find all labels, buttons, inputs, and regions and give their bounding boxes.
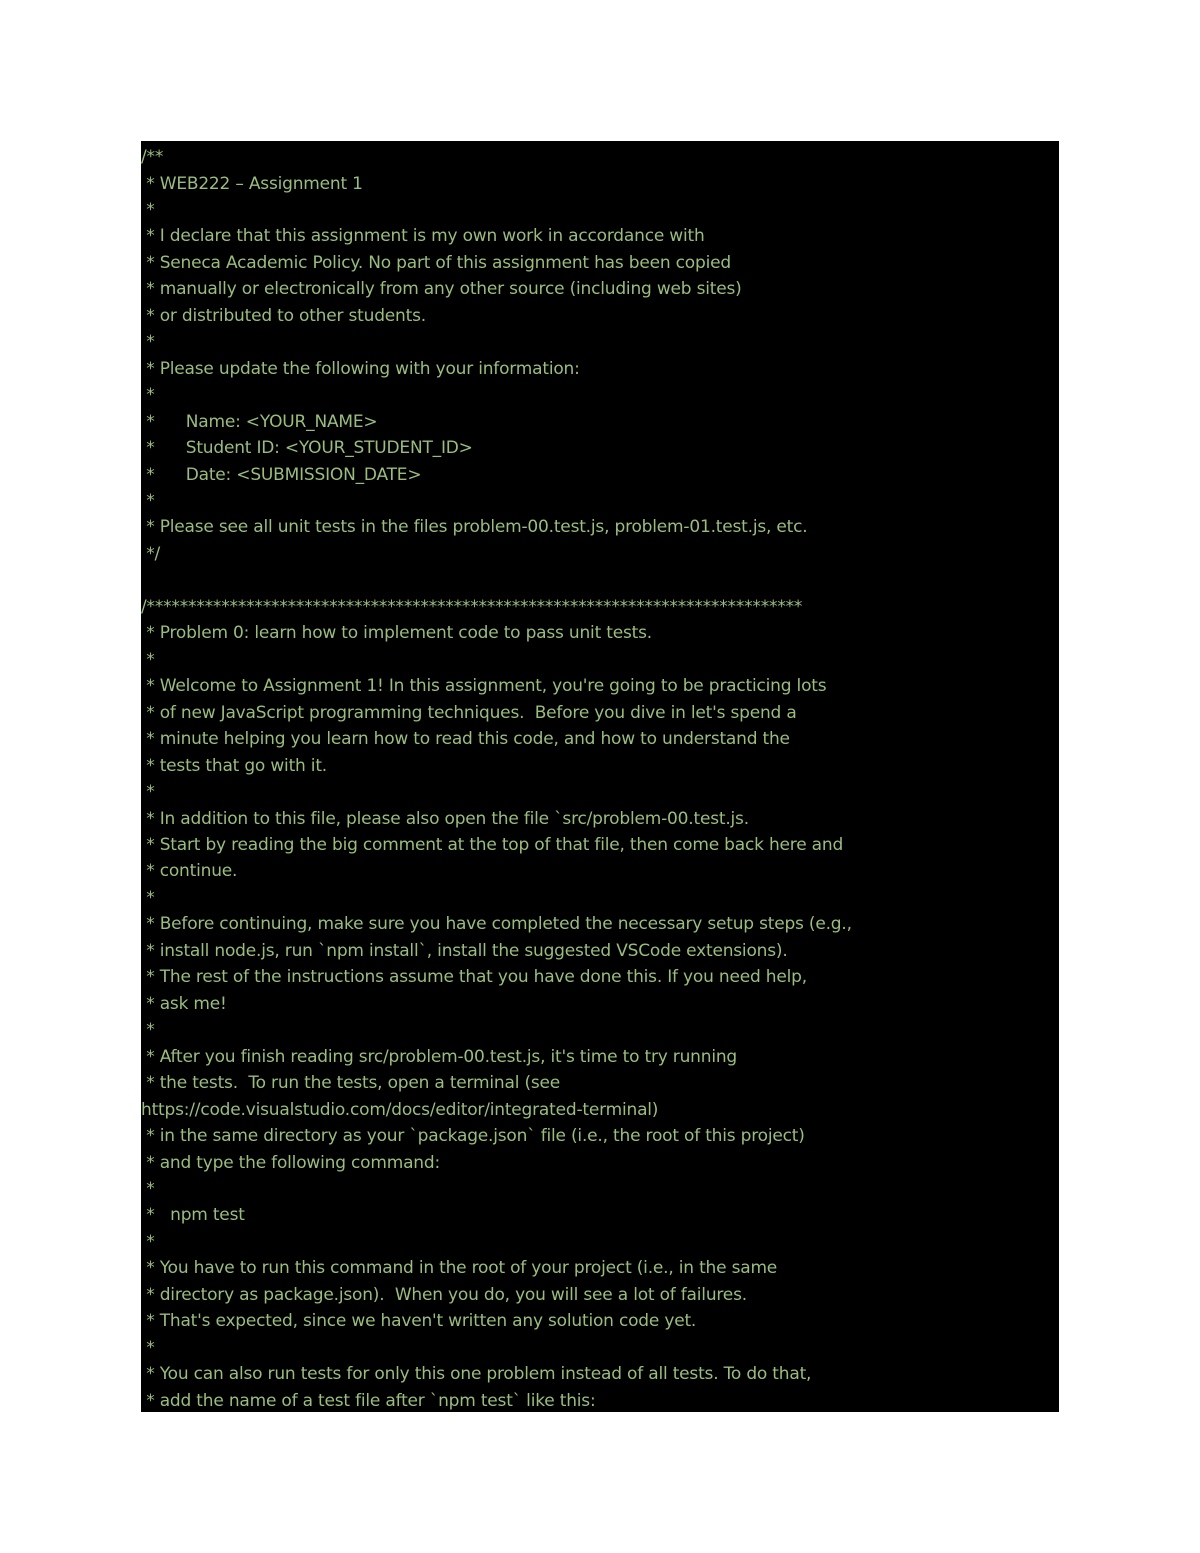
code-line: * WEB222 – Assignment 1: [141, 173, 363, 194]
code-line: * You have to run this command in the root of your project (i.e., in the same: [141, 1258, 778, 1279]
code-line: *: [141, 1337, 155, 1358]
code-line: *: [141, 1231, 155, 1252]
code-line: * manually or electronically from any other source (including web sites): [141, 279, 742, 300]
code-line: * Welcome to Assignment 1! In this assignment, you're going to be practicing lots: [141, 676, 827, 697]
code-line: *: [141, 385, 155, 406]
code-line: * npm test: [141, 1205, 245, 1226]
code-line: * the tests. To run the tests, open a terminal (see: [141, 1073, 561, 1094]
code-line: * The rest of the instructions assume that you have done this. If you need help,: [141, 967, 807, 988]
code-line: * I declare that this assignment is my own work in accordance with: [141, 226, 705, 247]
code-comment-block: [141, 141, 1059, 1412]
code-line: * Start by reading the big comment at the top of that file, then come back here and: [141, 835, 844, 855]
code-line: *: [141, 1178, 155, 1199]
code-line: * Before continuing, make sure you have completed the necessary setup steps (e.g.,: [141, 914, 852, 935]
code-line: https://code.visualstudio.com/docs/editor/integrated-terminal): [141, 1099, 659, 1120]
code-line: *: [141, 332, 155, 353]
code-line: */: [141, 543, 161, 564]
code-line: * add the name of a test file after `npm test` like this:: [141, 1390, 596, 1411]
code-line: * in the same directory as your `package.json` file (i.e., the root of this project): [141, 1126, 805, 1146]
code-line: * or distributed to other students.: [141, 305, 426, 326]
code-line: *: [141, 649, 155, 670]
code-line: * Problem 0: learn how to implement code to pass unit tests.: [141, 623, 652, 644]
code-line: * minute helping you learn how to read this code, and how to understand the: [141, 729, 790, 750]
code-line: * Student ID: <YOUR_STUDENT_ID>: [141, 438, 473, 459]
code-line: * Seneca Academic Policy. No part of this assignment has been copied: [141, 252, 731, 273]
code-line: * install node.js, run `npm install`, install the suggested VSCode extensions).: [141, 940, 788, 961]
code-line: * continue.: [141, 861, 238, 882]
code-line: * Name: <YOUR_NAME>: [141, 411, 378, 432]
code-line: * You can also run tests for only this one problem instead of all tests. To do that,: [141, 1364, 812, 1385]
code-line: * After you finish reading src/problem-00.test.js, it's time to try running: [141, 1046, 738, 1067]
code-line: * Date: <SUBMISSION_DATE>: [141, 464, 422, 485]
code-line: *: [141, 782, 155, 802]
code-line: /**: [141, 147, 164, 167]
code-line: /*******************************************************************************: [141, 596, 803, 617]
code-line: * tests that go with it.: [141, 755, 328, 776]
code-line: *: [141, 887, 155, 908]
code-line: * ask me!: [141, 993, 227, 1014]
code-line: *: [141, 199, 155, 220]
code-line: * Please see all unit tests in the files problem-00.test.js, problem-01.test.js, etc.: [141, 517, 808, 538]
code-line: * Please update the following with your information:: [141, 358, 580, 379]
code-line: *: [141, 1020, 155, 1041]
code-line: * and type the following command:: [141, 1152, 440, 1173]
code-line: *: [141, 491, 155, 511]
code-line: * That's expected, since we haven't written any solution code yet.: [141, 1311, 697, 1332]
code-line: * of new JavaScript programming techniques. Before you dive in let's spend a: [141, 702, 797, 723]
code-line: * directory as package.json). When you do, you will see a lot of failures.: [141, 1284, 747, 1305]
code-line: * In addition to this file, please also open the file `src/problem-00.test.js.: [141, 808, 749, 829]
